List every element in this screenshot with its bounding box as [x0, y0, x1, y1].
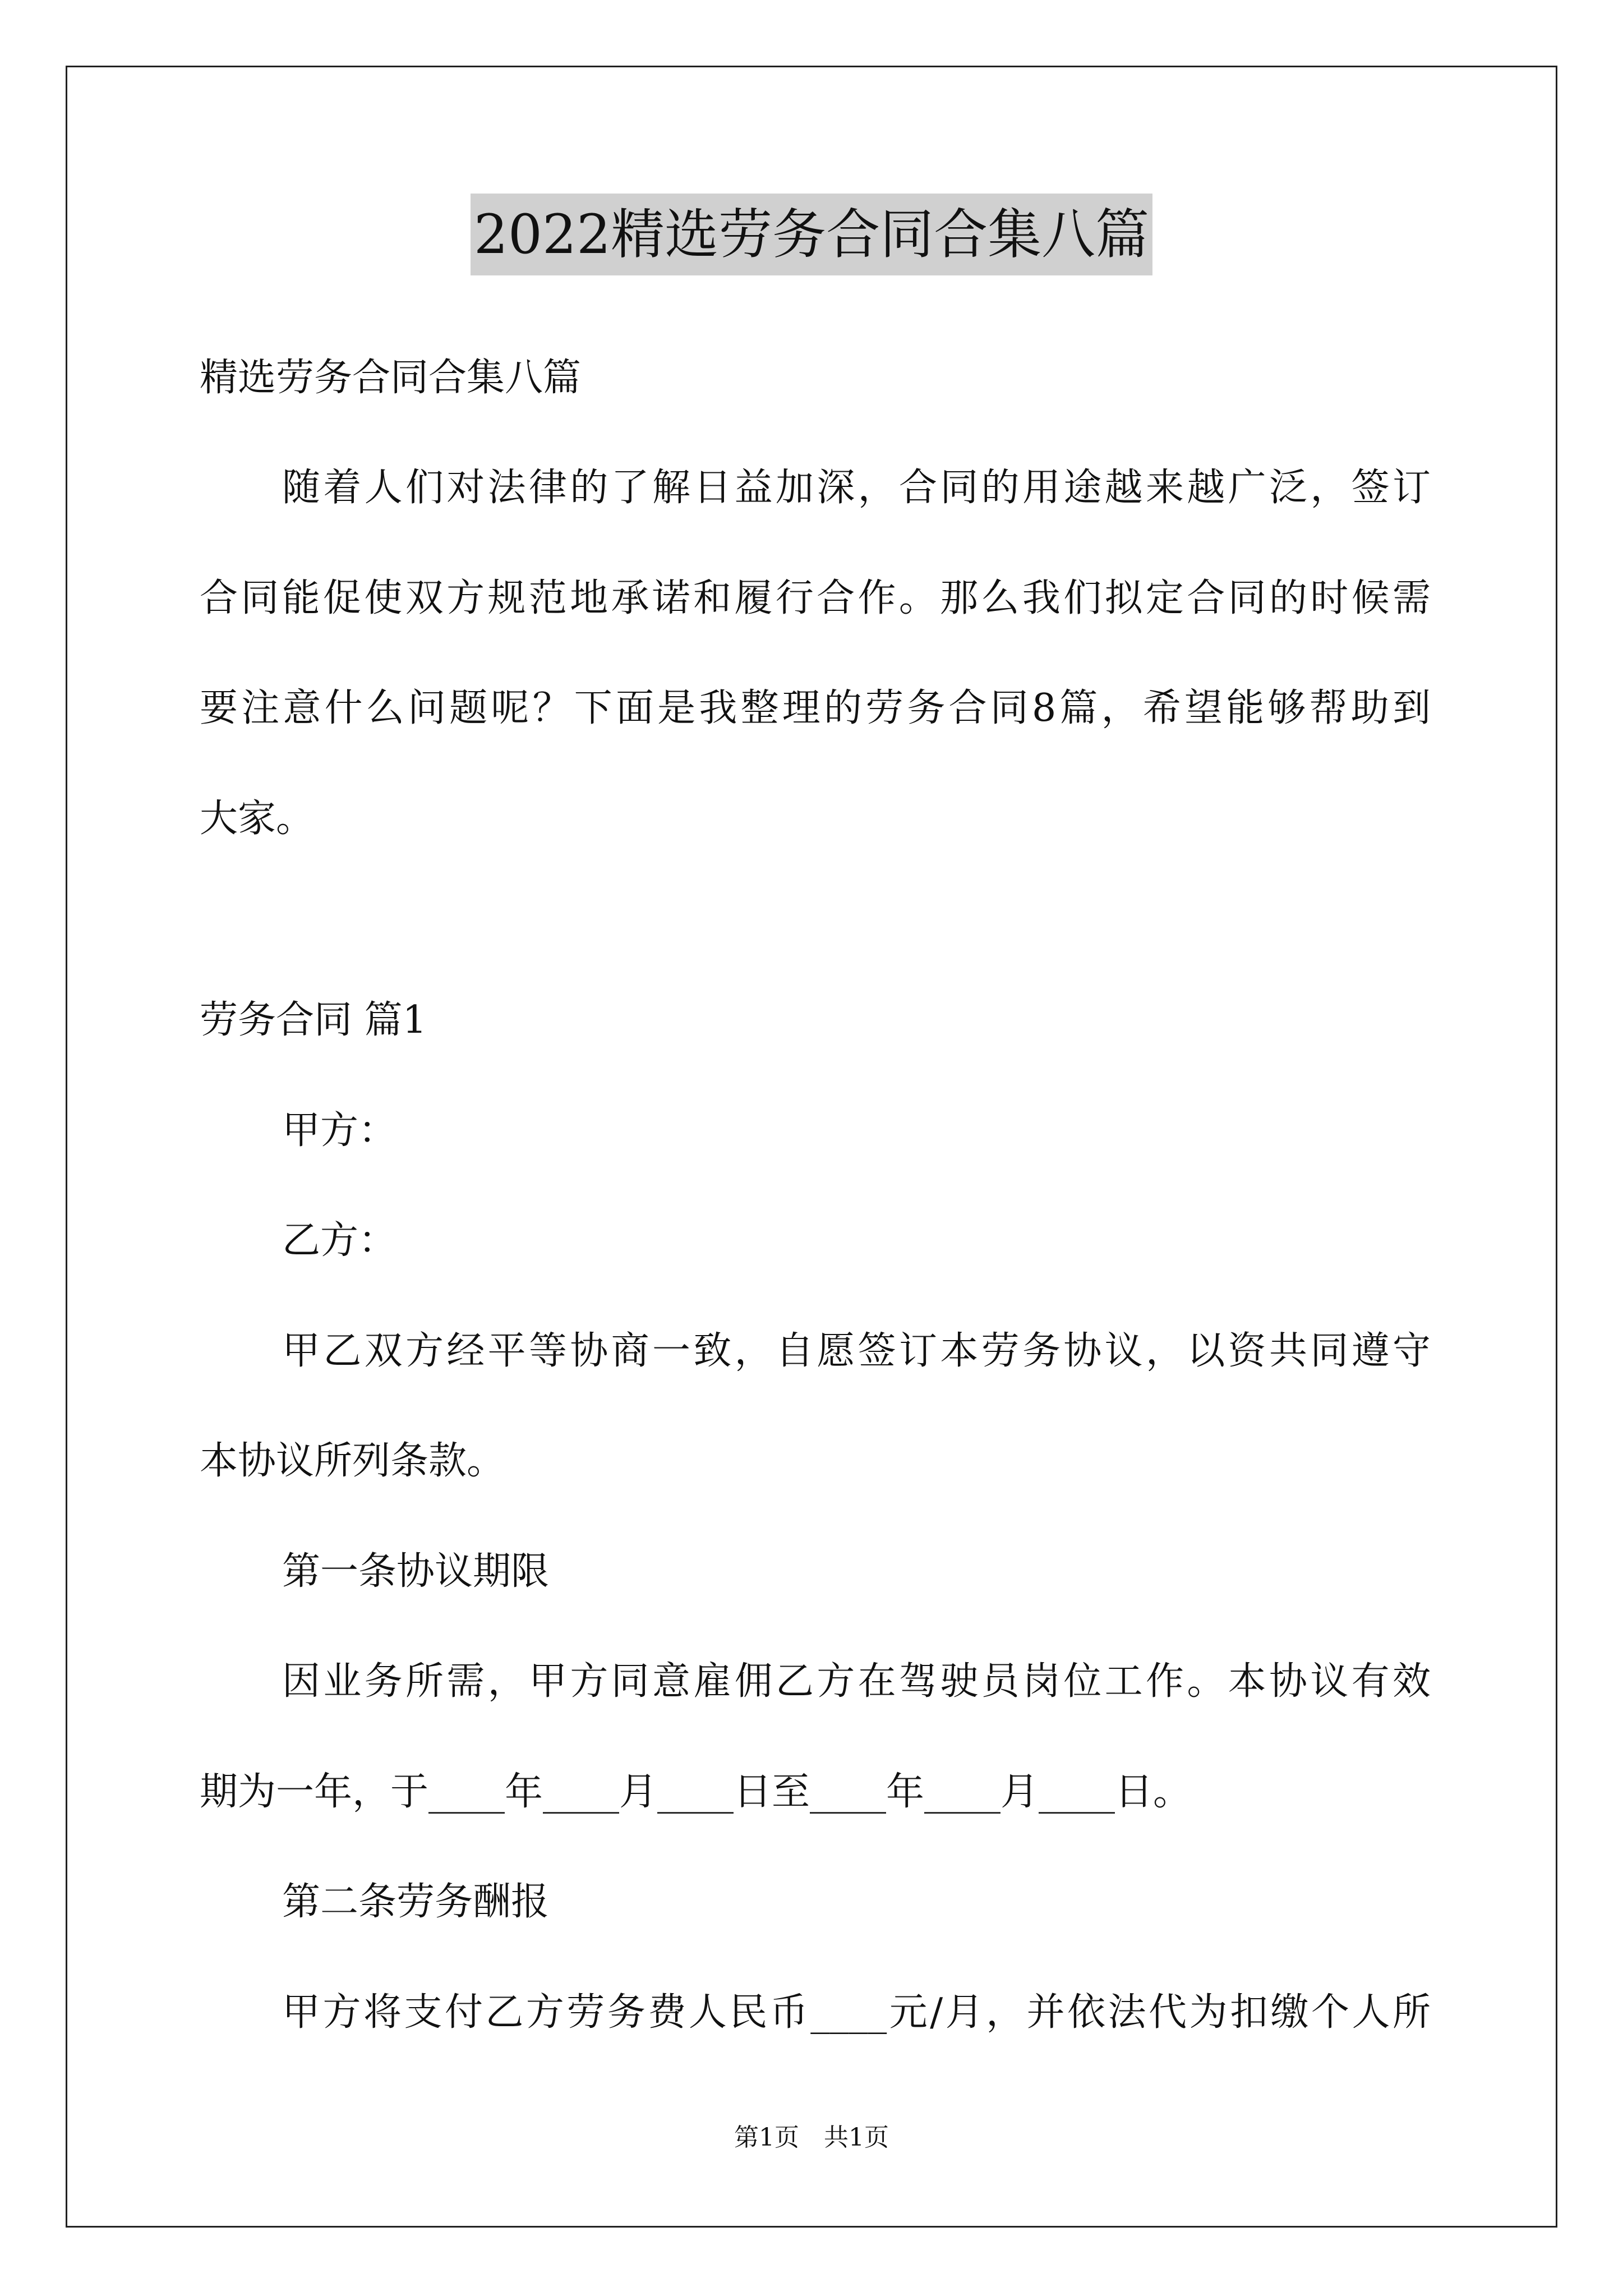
article-1-line-2: 期为一年，于____年____月____日至____年____月____日。	[200, 1770, 1192, 1814]
intro-line-4: 大家。	[200, 797, 315, 841]
article-2-line-1: 甲方将支付乙方劳务费人民币____元/月，并依法代为扣缴个人所	[282, 1990, 1431, 2035]
page-number: 第1页 共1页	[734, 2123, 889, 2152]
document-title: 2022精选劳务合同合集八篇	[471, 194, 1152, 275]
party-a-label: 甲方：	[282, 1108, 397, 1153]
document-subtitle: 精选劳务合同合集八篇	[200, 356, 582, 400]
agreement-line-1: 甲乙双方经平等协商一致，自愿签订本劳务协议，以资共同遵守	[282, 1329, 1431, 1373]
title-container	[0, 194, 1623, 275]
intro-line-2: 合同能促使双方规范地承诺和履行合作。那么我们拟定合同的时候需	[200, 576, 1431, 620]
article-2-title: 第二条劳务酬报	[282, 1880, 550, 1924]
intro-line-1: 随着人们对法律的了解日益加深，合同的用途越来越广泛，签订	[282, 466, 1431, 510]
article-1-line-1: 因业务所需，甲方同意雇佣乙方在驾驶员岗位工作。本协议有效	[282, 1659, 1431, 1704]
intro-line-3: 要注意什么问题呢？下面是我整理的劳务合同8篇，希望能够帮助到	[200, 686, 1431, 730]
article-1-title: 第一条协议期限	[282, 1549, 550, 1594]
section-heading: 劳务合同 篇1	[200, 998, 427, 1042]
agreement-line-2: 本协议所列条款。	[200, 1439, 505, 1483]
party-b-label: 乙方：	[282, 1218, 397, 1263]
